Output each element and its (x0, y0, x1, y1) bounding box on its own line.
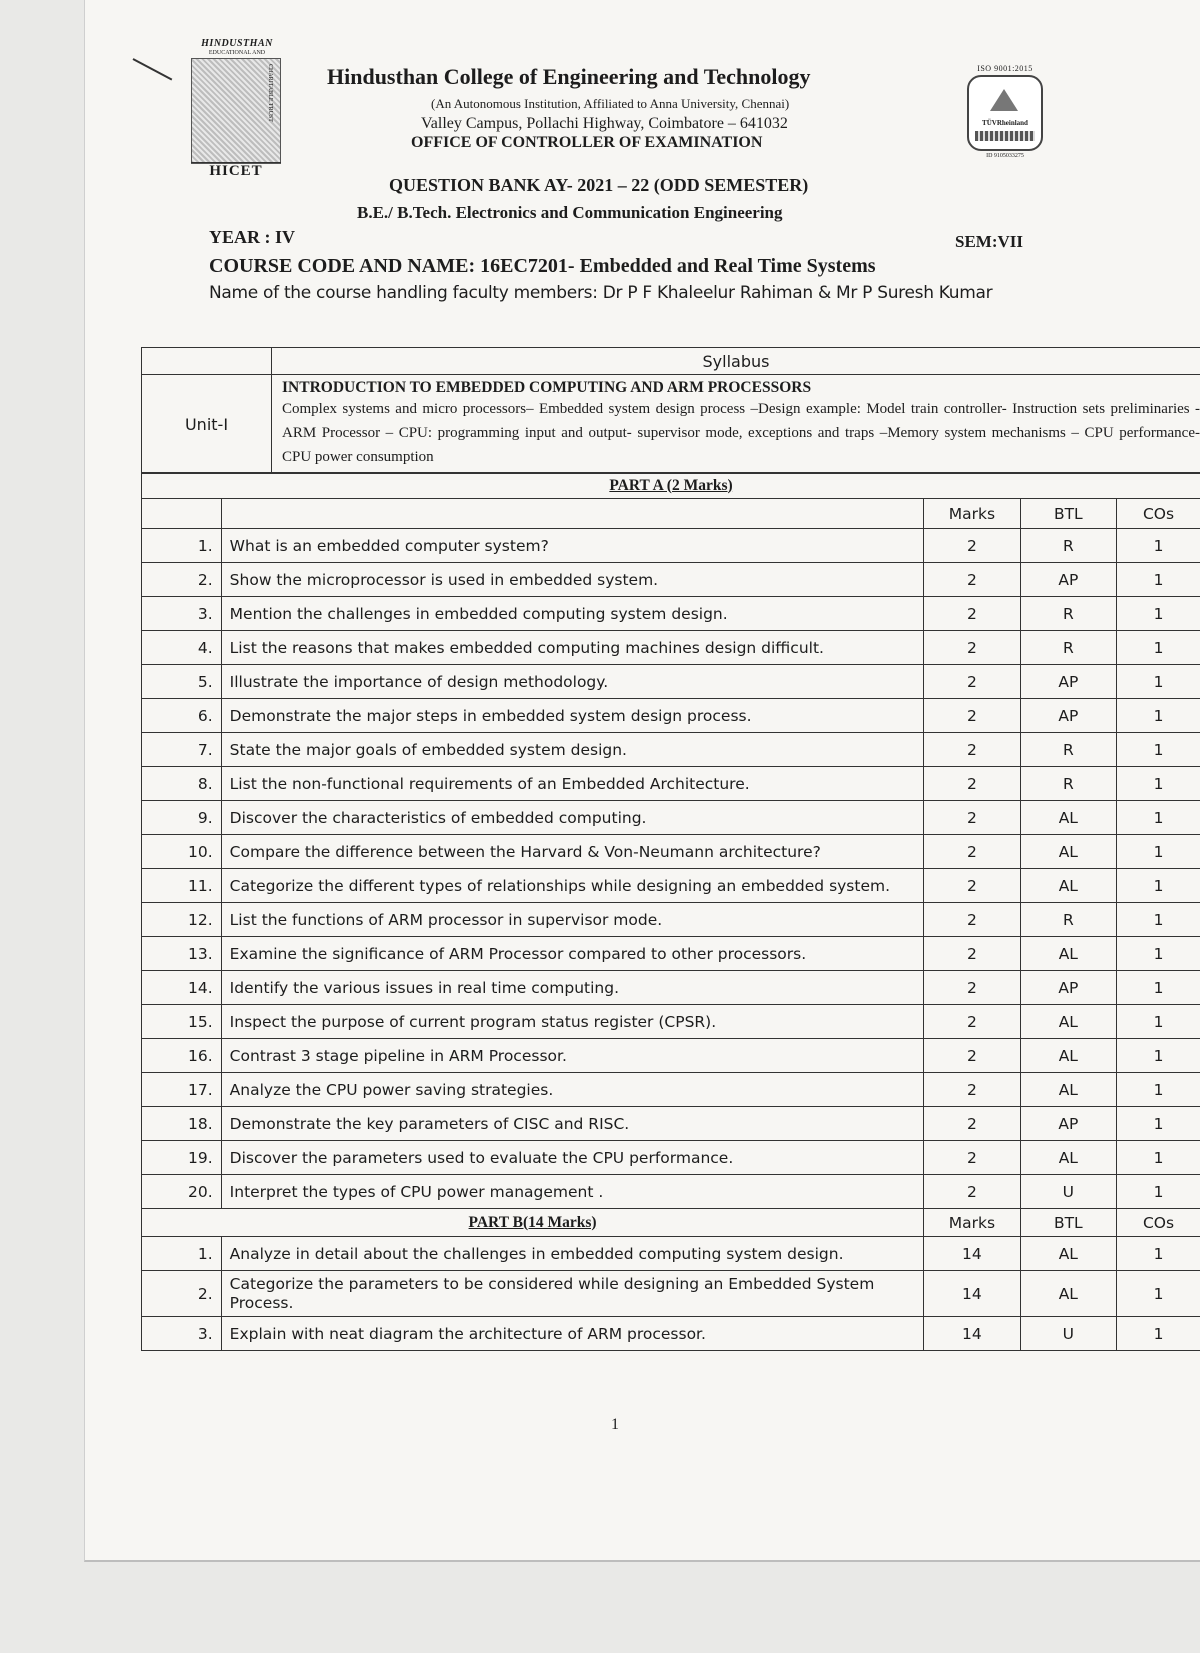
question-text: Illustrate the importance of design methodology. (221, 665, 923, 699)
question-row (142, 631, 1200, 665)
question-marks: 2 (924, 767, 1020, 801)
question-number: 19. (142, 1141, 222, 1175)
question-marks: 14 (924, 1271, 1020, 1317)
question-cos: 1 (1117, 801, 1200, 835)
syllabus-table (141, 347, 1200, 474)
question-row (142, 903, 1200, 937)
question-number: 17. (142, 1073, 222, 1107)
question-row (142, 733, 1200, 767)
question-row (142, 665, 1200, 699)
question-marks: 2 (924, 801, 1020, 835)
unit-topics: Complex systems and micro processors– Embedded system design process –Design example: Model train controller- Instruction sets preliminaries - ARM Processor – CPU: programming input and output- supervisor mode, exceptions and traps –Memory system mechanisms – CPU performance- CPU power consumption (282, 401, 1200, 465)
question-text: Demonstrate the major steps in embedded system design process. (221, 699, 923, 733)
syllabus-header: Syllabus (272, 348, 1200, 375)
question-number: 4. (142, 631, 222, 665)
question-btl: R (1020, 597, 1116, 631)
question-row (142, 1073, 1200, 1107)
question-marks: 2 (924, 631, 1020, 665)
question-cos: 1 (1117, 597, 1200, 631)
question-text: Examine the significance of ARM Processor compared to other processors. (221, 937, 923, 971)
question-marks: 2 (924, 597, 1020, 631)
question-number: 2. (142, 1271, 222, 1317)
question-number: 3. (142, 1317, 222, 1351)
question-text: Analyze in detail about the challenges in embedded computing system design. (221, 1237, 923, 1271)
question-number: 2. (142, 563, 222, 597)
question-text: Mention the challenges in embedded computing system design. (221, 597, 923, 631)
question-marks: 2 (924, 971, 1020, 1005)
question-cos: 1 (1117, 563, 1200, 597)
question-row (142, 1039, 1200, 1073)
question-marks: 2 (924, 699, 1020, 733)
unit-label: Unit-I (142, 375, 272, 474)
question-marks: 2 (924, 835, 1020, 869)
campus-address: Valley Campus, Pollachi Highway, Coimbatore – 641032 (421, 115, 788, 132)
logo-top-text: HINDUSTHAN (201, 38, 273, 49)
question-marks: 2 (924, 903, 1020, 937)
question-text: Categorize the parameters to be considered while designing an Embedded System Process. (221, 1271, 923, 1317)
question-number: 1. (142, 1237, 222, 1271)
college-logo (187, 38, 283, 178)
question-cos: 1 (1117, 835, 1200, 869)
question-text: Compare the difference between the Harvard & Von-Neumann architecture? (221, 835, 923, 869)
question-marks: 2 (924, 1107, 1020, 1141)
question-text: What is an embedded computer system? (221, 529, 923, 563)
logo-sub-text: EDUCATIONAL AND (208, 50, 266, 56)
question-marks: 2 (924, 1073, 1020, 1107)
question-text: Discover the characteristics of embedded computing. (221, 801, 923, 835)
question-cos: 1 (1117, 529, 1200, 563)
question-btl: AL (1020, 937, 1116, 971)
question-text: Analyze the CPU power saving strategies. (221, 1073, 923, 1107)
question-cos: 1 (1117, 1107, 1200, 1141)
question-cos: 1 (1117, 665, 1200, 699)
college-name: Hindusthan College of Engineering and Technology (327, 64, 811, 89)
column-header-marks: Marks (924, 1209, 1020, 1237)
question-number: 11. (142, 869, 222, 903)
question-btl: R (1020, 903, 1116, 937)
iso-badge (961, 64, 1049, 174)
question-marks: 2 (924, 937, 1020, 971)
column-header-marks: Marks (924, 499, 1020, 529)
question-cos: 1 (1117, 1005, 1200, 1039)
part-b-title: PART B(14 Marks) (142, 1209, 924, 1237)
faculty-names: Name of the course handling faculty members: Dr P F Khaleelur Rahiman & Mr P Suresh Kumar (209, 283, 993, 303)
question-text: List the non-functional requirements of an Embedded Architecture. (221, 767, 923, 801)
question-btl: AL (1020, 801, 1116, 835)
question-text: Identify the various issues in real time computing. (221, 971, 923, 1005)
question-text: Contrast 3 stage pipeline in ARM Processor. (221, 1039, 923, 1073)
logo-side-text: CHARITABLE TRUST (267, 64, 273, 122)
question-btl: R (1020, 529, 1116, 563)
document-page (84, 0, 1200, 1562)
question-cos: 1 (1117, 1073, 1200, 1107)
question-marks: 2 (924, 529, 1020, 563)
question-marks: 14 (924, 1317, 1020, 1351)
question-cos: 1 (1117, 1317, 1200, 1351)
questions-table (141, 472, 1200, 1351)
office-name: OFFICE OF CONTROLLER OF EXAMINATION (411, 134, 763, 151)
question-number: 7. (142, 733, 222, 767)
column-header-btl: BTL (1020, 499, 1116, 529)
iso-seal (967, 75, 1043, 151)
column-header-cos: COs (1117, 499, 1200, 529)
question-row (142, 971, 1200, 1005)
question-btl: AP (1020, 1107, 1116, 1141)
question-btl: AP (1020, 563, 1116, 597)
question-marks: 2 (924, 563, 1020, 597)
question-btl: AP (1020, 971, 1116, 1005)
question-cos: 1 (1117, 1237, 1200, 1271)
iso-bottom-text: ID 9105033275 (986, 153, 1024, 159)
institution-note: (An Autonomous Institution, Affiliated to Anna University, Chennai) (431, 96, 790, 111)
year-label: YEAR : IV (209, 227, 296, 247)
page-number: 1 (611, 1416, 619, 1433)
part-a-title: PART A (2 Marks) (142, 473, 1200, 499)
program-name: B.E./ B.Tech. Electronics and Communication Engineering (357, 203, 783, 222)
question-cos: 1 (1117, 1141, 1200, 1175)
question-cos: 1 (1117, 971, 1200, 1005)
question-btl: AL (1020, 1073, 1116, 1107)
question-cos: 1 (1117, 869, 1200, 903)
tuv-triangle-icon (990, 89, 1018, 111)
question-bank-title: QUESTION BANK AY- 2021 – 22 (ODD SEMESTER) (389, 175, 809, 195)
question-btl: AL (1020, 1005, 1116, 1039)
question-number: 12. (142, 903, 222, 937)
question-cos: 1 (1117, 631, 1200, 665)
question-cos: 1 (1117, 767, 1200, 801)
question-marks: 2 (924, 1175, 1020, 1209)
question-number: 10. (142, 835, 222, 869)
question-number: 20. (142, 1175, 222, 1209)
question-marks: 2 (924, 1141, 1020, 1175)
column-header-cos: COs (1117, 1209, 1200, 1237)
question-row (142, 1107, 1200, 1141)
question-row (142, 597, 1200, 631)
question-btl: AL (1020, 1271, 1116, 1317)
question-btl: R (1020, 767, 1116, 801)
question-btl: R (1020, 733, 1116, 767)
question-number: 9. (142, 801, 222, 835)
question-btl: U (1020, 1317, 1116, 1351)
question-marks: 2 (924, 869, 1020, 903)
column-header-btl: BTL (1020, 1209, 1116, 1237)
question-number: 8. (142, 767, 222, 801)
question-text: Inspect the purpose of current program status register (CPSR). (221, 1005, 923, 1039)
question-cos: 1 (1117, 937, 1200, 971)
question-text: Show the microprocessor is used in embedded system. (221, 563, 923, 597)
question-btl: AP (1020, 699, 1116, 733)
question-number: 6. (142, 699, 222, 733)
question-marks: 14 (924, 1237, 1020, 1271)
question-number: 3. (142, 597, 222, 631)
question-btl: U (1020, 1175, 1116, 1209)
question-cos: 1 (1117, 903, 1200, 937)
question-number: 5. (142, 665, 222, 699)
question-number: 1. (142, 529, 222, 563)
question-row (142, 699, 1200, 733)
question-text: List the functions of ARM processor in supervisor mode. (221, 903, 923, 937)
semester-label: SEM:VII (955, 232, 1024, 251)
question-text: Categorize the different types of relationships while designing an embedded system. (221, 869, 923, 903)
question-btl: AL (1020, 1141, 1116, 1175)
question-btl: AL (1020, 835, 1116, 869)
question-text: List the reasons that makes embedded computing machines design difficult. (221, 631, 923, 665)
question-number: 13. (142, 937, 222, 971)
question-marks: 2 (924, 1039, 1020, 1073)
question-cos: 1 (1117, 699, 1200, 733)
question-row (142, 1271, 1200, 1317)
question-row (142, 1141, 1200, 1175)
question-row (142, 835, 1200, 869)
syllabus-content (272, 375, 1200, 474)
question-row (142, 767, 1200, 801)
unit-title: INTRODUCTION TO EMBEDDED COMPUTING AND ARM PROCESSORS (282, 379, 812, 396)
question-row (142, 937, 1200, 971)
question-text: Explain with neat diagram the architecture of ARM processor. (221, 1317, 923, 1351)
question-text: Demonstrate the key parameters of CISC and RISC. (221, 1107, 923, 1141)
question-btl: AL (1020, 869, 1116, 903)
question-btl: R (1020, 631, 1116, 665)
question-row (142, 1237, 1200, 1271)
iso-name-text: TÜVRheinland (982, 119, 1028, 127)
question-cos: 1 (1117, 1039, 1200, 1073)
logo-hicet-text: HICET (191, 162, 281, 180)
question-number: 14. (142, 971, 222, 1005)
question-btl: AP (1020, 665, 1116, 699)
question-marks: 2 (924, 733, 1020, 767)
question-number: 18. (142, 1107, 222, 1141)
question-cos: 1 (1117, 733, 1200, 767)
iso-top-text: ISO 9001:2015 (977, 64, 1033, 73)
question-marks: 2 (924, 1005, 1020, 1039)
question-row (142, 563, 1200, 597)
question-row (142, 869, 1200, 903)
question-row (142, 1005, 1200, 1039)
question-marks: 2 (924, 665, 1020, 699)
question-cos: 1 (1117, 1175, 1200, 1209)
question-text: Discover the parameters used to evaluate the CPU performance. (221, 1141, 923, 1175)
course-title: COURSE CODE AND NAME: 16EC7201- Embedded and Real Time Systems (209, 255, 876, 277)
question-text: Interpret the types of CPU power management . (221, 1175, 923, 1209)
question-number: 16. (142, 1039, 222, 1073)
question-cos: 1 (1117, 1271, 1200, 1317)
question-row (142, 801, 1200, 835)
question-row (142, 1317, 1200, 1351)
pen-mark (133, 58, 173, 80)
question-row (142, 1175, 1200, 1209)
question-number: 15. (142, 1005, 222, 1039)
iso-barcode (975, 131, 1035, 141)
question-row (142, 529, 1200, 563)
question-text: State the major goals of embedded system design. (221, 733, 923, 767)
question-btl: AL (1020, 1039, 1116, 1073)
question-btl: AL (1020, 1237, 1116, 1271)
